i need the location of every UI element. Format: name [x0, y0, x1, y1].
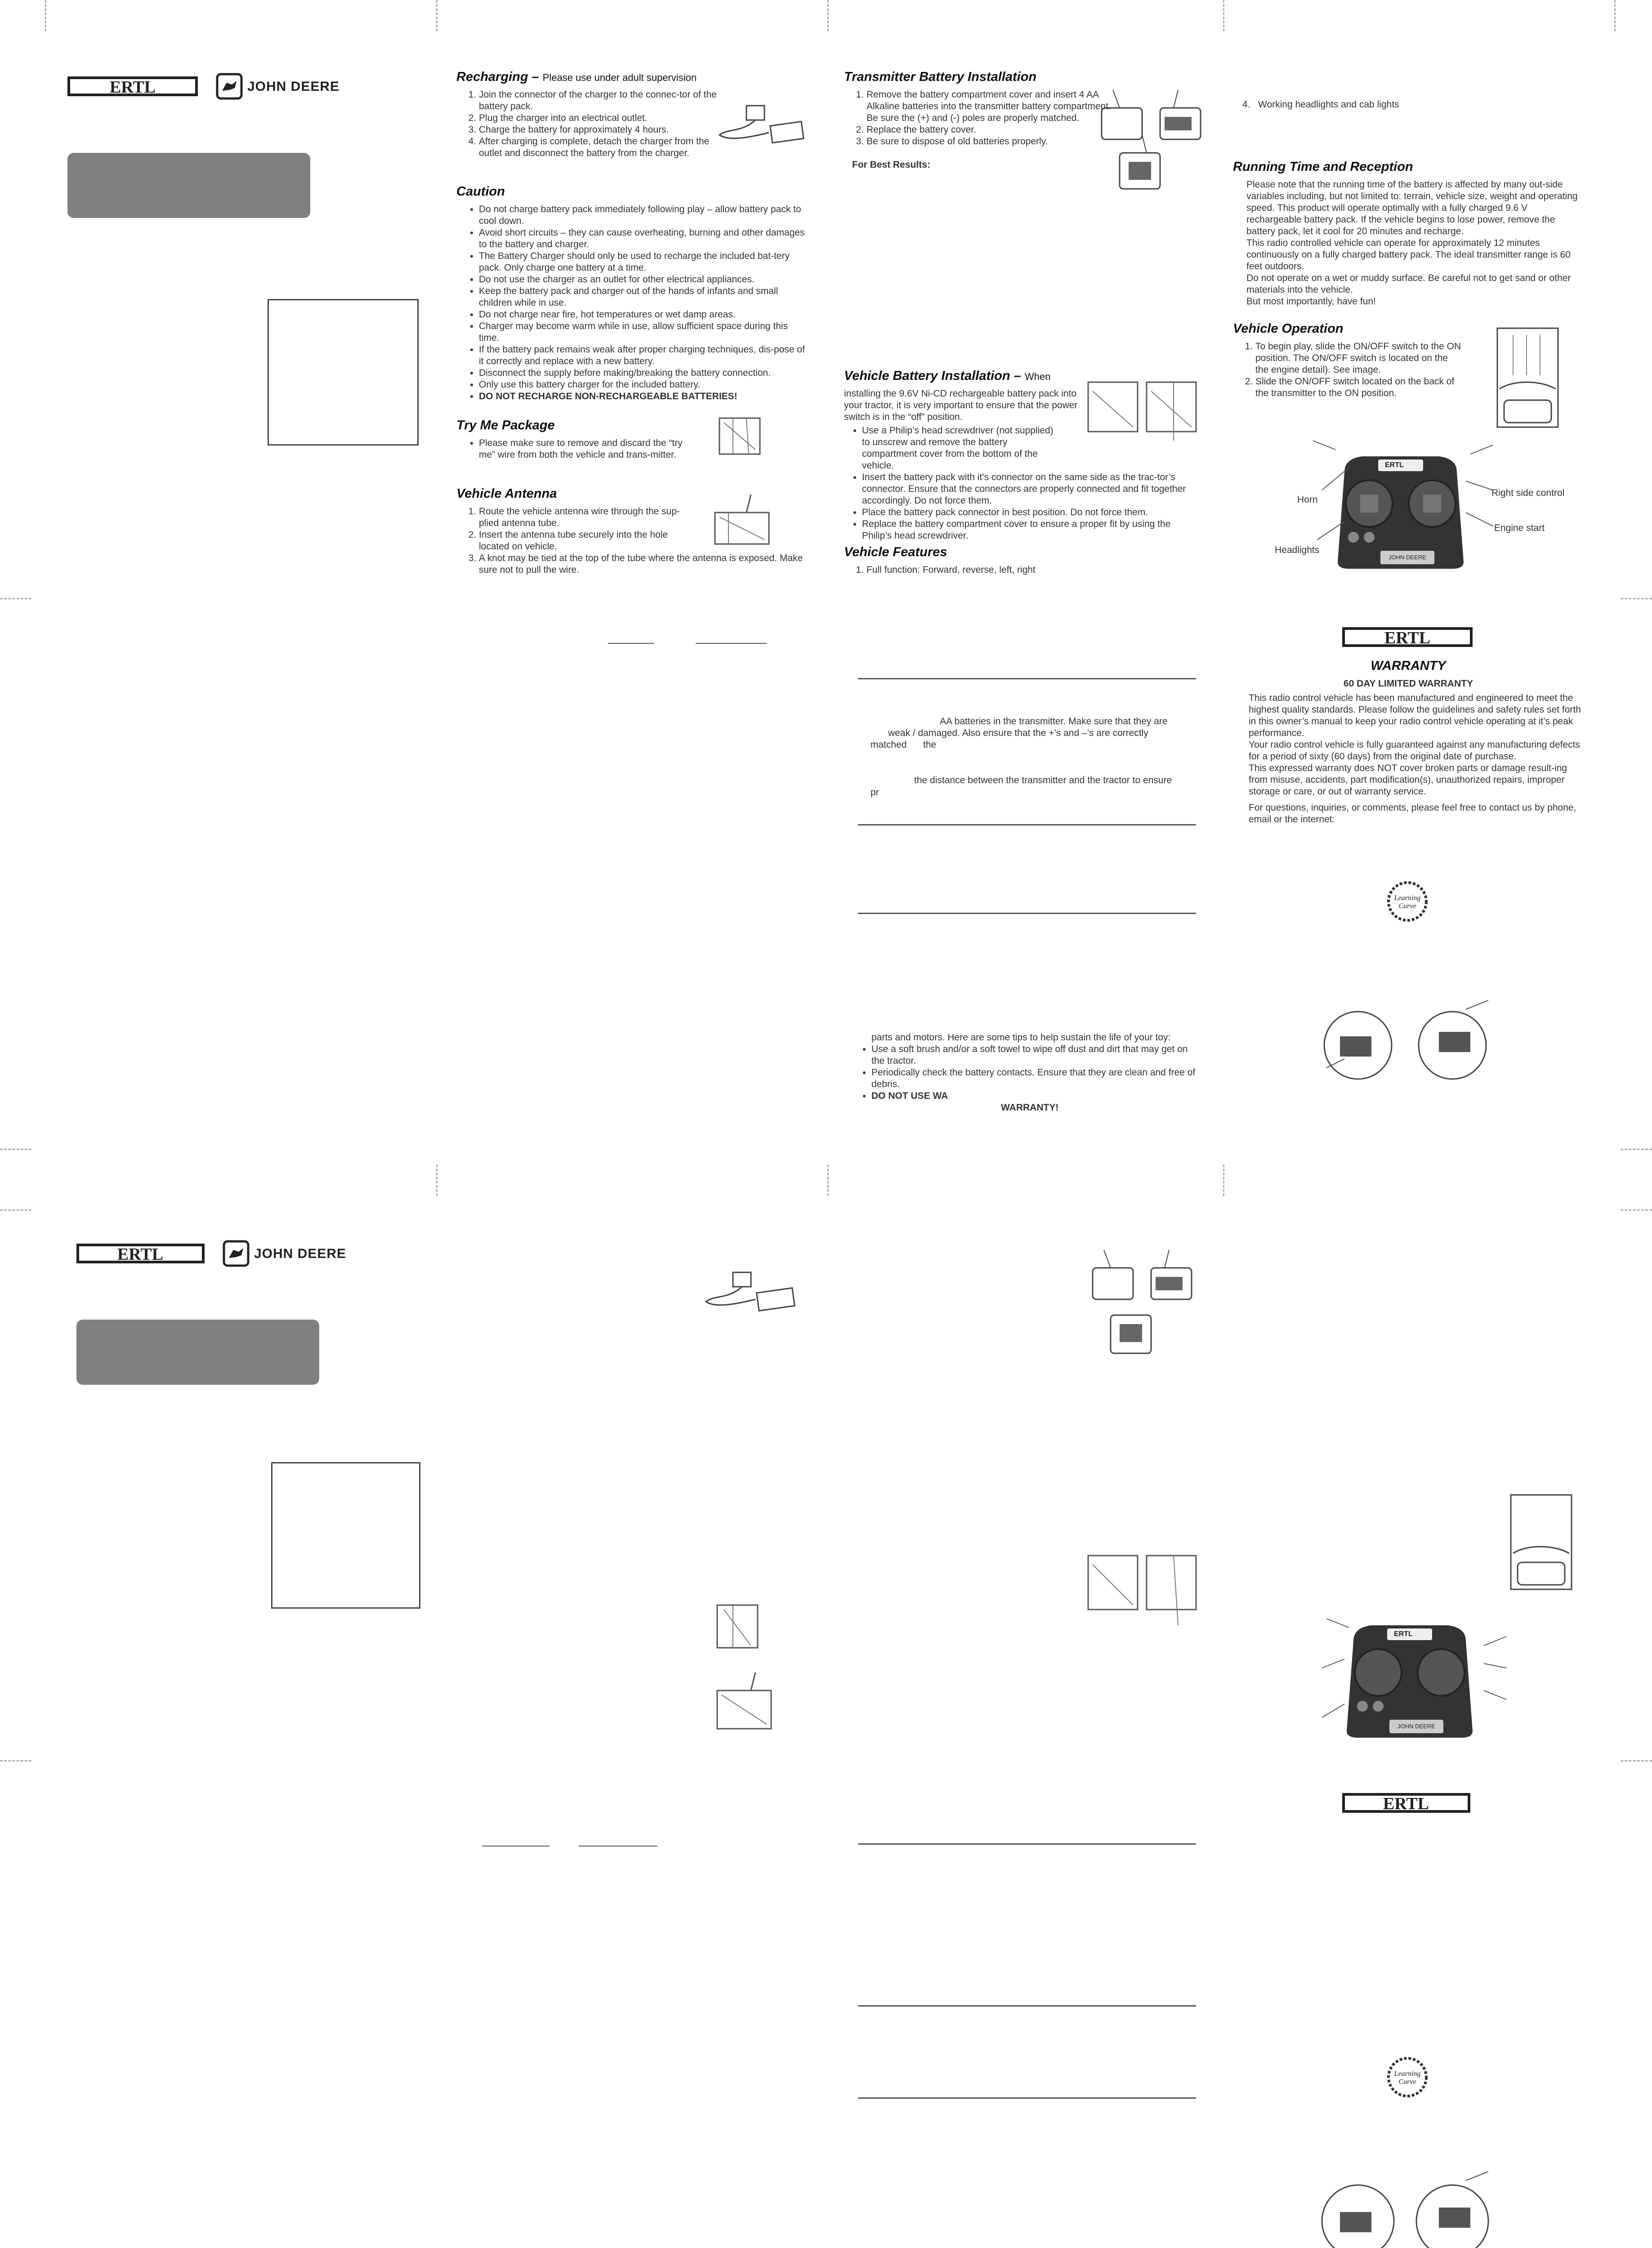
antenna-illustration	[706, 495, 782, 546]
vehicle-battery-intro: installing the 9.6V Ni-CD rechargeable battery pack into your tractor, it is very important to ensure that the power switch is in the “off” position.	[844, 388, 1078, 422]
crop-mark	[1621, 1209, 1652, 1211]
list-item: 1. Full function: Forward, reverse, left, right	[866, 564, 1195, 576]
divider	[482, 1846, 549, 1847]
fold-mark	[1223, 1164, 1224, 1196]
trouble-line: weak / damaged. Also ensure that the +’s and –’s are correctly	[888, 728, 1148, 738]
switch-illustration	[1509, 1493, 1576, 1594]
vehicle-battery-illustration	[1084, 1547, 1205, 1628]
recharging-title: Recharging – Please use under adult supervision	[456, 70, 697, 84]
operation-section	[1233, 321, 1467, 399]
divider	[858, 678, 1196, 679]
list-item: • Replace the battery compartment cover to ensure a proper fit by using the Philip’s head screwdriver.	[862, 518, 1195, 542]
trouble-line: pr	[871, 787, 879, 798]
list-item: • Place the battery pack connector in best position. Do not force them.	[862, 507, 1195, 518]
tractor-battery-illustration	[1317, 2172, 1506, 2248]
antenna-title: Vehicle Antenna	[456, 486, 557, 501]
divider	[608, 643, 654, 644]
cover-gray-block	[76, 1320, 319, 1385]
crop-mark	[1614, 0, 1616, 31]
list-item: • Do not use the charger as an outlet for other electrical appliances.	[479, 274, 807, 285]
care-section	[858, 1032, 1200, 1114]
feature-item-4: Working headlights and cab lights	[1258, 99, 1399, 110]
charger-illustration	[697, 1268, 805, 1317]
divider	[858, 824, 1196, 825]
antenna-illustration	[710, 1673, 782, 1731]
list-item: 3. A knot may be tied at the top of the tube where the antenna is exposed. Make sure not to pull the wire.	[479, 553, 807, 576]
list-item: 2. Insert the antenna tube securely into the hole located on vehicle.	[479, 529, 699, 553]
best-results-label: For Best Results:	[852, 160, 930, 170]
try-me-illustration	[706, 409, 773, 459]
cover-gray-block	[67, 153, 310, 218]
divider	[858, 2097, 1196, 2099]
remote-leader-lines	[1322, 1610, 1511, 1735]
running-section	[1233, 160, 1584, 308]
care-warranty: WARRANTY!	[1001, 1102, 1059, 1113]
fold-mark	[436, 0, 438, 31]
svg-text:Learning: Learning	[1394, 2070, 1421, 2078]
john-deere-logo: JOHN DEERE	[223, 1239, 357, 1268]
caution-title: Caution	[456, 184, 505, 199]
try-me-section	[456, 418, 690, 461]
divider	[696, 643, 767, 644]
divider	[858, 1843, 1196, 1845]
crop-mark	[0, 1209, 31, 1211]
fold-mark	[0, 598, 31, 599]
running-para: Please note that the running time of the battery is affected by many out-side variables including, but not limited to: terrain, vehicle size, weight and operating speed. This product will operate optimally with a fully charged 9.6 V rechargeable battery pack. If the vehicle begins to lose power, remove the battery pack, let it cool for 20 minutes and recharge.	[1246, 179, 1578, 236]
crop-mark	[45, 0, 46, 31]
trouble-line: AA batteries in the transmitter. Make sure that they are	[940, 716, 1168, 727]
charger-illustration	[715, 101, 809, 146]
list-item: 2. Replace the battery cover.	[866, 124, 1116, 136]
svg-text:Curve: Curve	[1398, 2078, 1416, 2086]
list-item: • Periodically check the battery contacts. Ensure that they are clean and free of debris.	[871, 1067, 1200, 1090]
crop-mark	[0, 1149, 31, 1150]
svg-text:ERTL: ERTL	[109, 78, 156, 97]
fold-mark	[0, 1760, 31, 1762]
try-me-title: Try Me Package	[456, 418, 555, 433]
svg-text:ERTL: ERTL	[117, 1245, 164, 1264]
cover-image-frame	[268, 299, 419, 446]
remote-leader-lines	[1277, 432, 1560, 566]
transmitter-title: Transmitter Battery Installation	[844, 70, 1037, 84]
crop-mark	[1621, 1149, 1652, 1150]
svg-text:Learning: Learning	[1394, 894, 1421, 902]
try-me-illustration	[706, 1596, 769, 1655]
warranty-para: This radio control vehicle has been manufactured and engineered to meet the highest quality standards. Please follow the guidelines and safety rules set forth in this owner’s manual to keep your radio control vehicle operating at it’s peak performance.	[1249, 693, 1581, 738]
trouble-line: the	[923, 740, 937, 750]
svg-text:ERTL: ERTL	[1383, 1794, 1429, 1813]
remote-control-image: ERTL JOHN DEERE	[1344, 1619, 1475, 1740]
warranty-para: Your radio control vehicle is fully guaranteed against any manufacturing defects for a period of sixty (60 days) from the original date of purchase.	[1249, 740, 1580, 762]
features-title: Vehicle Features	[844, 545, 947, 559]
list-item: 2. Plug the charger into an electrical outlet.	[479, 112, 724, 124]
learning-curve-logo	[1383, 877, 1432, 926]
running-para: But most importantly, have fun!	[1246, 296, 1376, 307]
trouble-line: the distance between the transmitter and the tractor to ensure	[914, 775, 1172, 785]
list-item: 1. Remove the battery compartment cover and insert 4 AA Alkaline batteries into the transmitter battery compartment. Be sure the (+) and (-) poles are properly matched.	[866, 89, 1116, 124]
vehicle-battery-items	[844, 425, 1195, 542]
list-item: • Insert the battery pack with it’s connector on the same side as the trac-tor’s connector. Ensure that the connectors are properly connected and fit together accordingly. Do not force them.	[862, 472, 1195, 507]
running-para: Do not operate on a wet or muddy surface. Be careful not to get sand or other materials into the vehicle.	[1246, 273, 1571, 295]
learning-curve-logo	[1383, 2052, 1432, 2102]
warranty-section	[1233, 659, 1584, 825]
ertl-logo	[1342, 1789, 1470, 1817]
list-item: 2. Slide the ON/OFF switch located on the back of the transmitter to the ON position.	[1255, 376, 1462, 399]
ertl-logo	[67, 72, 198, 101]
list-item: 3. Be sure to dispose of old batteries properly.	[866, 136, 1116, 147]
list-item: 1. Join the connector of the charger to the connec-tor of the battery pack.	[479, 89, 724, 112]
svg-text:Curve: Curve	[1398, 902, 1416, 910]
fold-mark	[1621, 1760, 1652, 1762]
warranty-para: This expressed warranty does NOT cover broken parts or damage result-ing from misuse, accidents, part modification(s), unauthorized repairs, improper storage or care, or out of warranty service.	[1249, 763, 1567, 797]
list-item: • Please make sure to remove and discard the “try me” wire from both the vehicle and trans-mitter.	[479, 437, 690, 461]
features-section	[844, 545, 1195, 576]
callout-headlights: Headlights	[1275, 545, 1320, 555]
fold-mark	[827, 0, 829, 31]
list-item: • Do not charge near fire, hot temperatures or wet damp areas.	[479, 309, 807, 321]
running-title: Running Time and Reception	[1233, 160, 1413, 174]
list-item: • Disconnect the supply before making/breaking the battery connection.	[479, 367, 807, 379]
list-item: • The Battery Charger should only be used to recharge the included bat-tery pack. Only charge one battery at a time.	[479, 250, 807, 274]
warranty-para: For questions, inquiries, or comments, please feel free to contact us by phone, email or the internet:	[1249, 803, 1576, 825]
cover-image-frame	[271, 1462, 420, 1609]
list-item: • Only use this battery charger for the included battery.	[479, 379, 807, 391]
svg-text:ERTL: ERTL	[1384, 629, 1431, 647]
switch-illustration	[1495, 326, 1563, 432]
remote-control-image: ERTL JOHN DEERE	[1335, 450, 1466, 571]
vehicle-battery-title: Vehicle Battery Installation – When	[844, 369, 1051, 383]
ertl-logo	[76, 1239, 205, 1268]
list-item: • Do not charge battery pack immediately following play – allow battery pack to cool down.	[479, 204, 807, 227]
list-item: • If the battery pack remains weak after proper charging techniques, dis-pose of it correctly and replace with a new battery.	[479, 344, 807, 367]
caution-section	[456, 184, 807, 402]
ertl-logo	[1342, 623, 1473, 651]
vehicle-battery-illustration	[1084, 373, 1205, 441]
running-para: This radio controlled vehicle can operate for approximately 12 minutes continuously on a fully charged battery pack. The ideal transmitter range is 60 feet outdoors.	[1246, 238, 1571, 272]
operation-title: Vehicle Operation	[1233, 321, 1344, 336]
list-item: • Avoid short circuits – they can cause overheating, burning and other damages to the battery and charger.	[479, 227, 807, 250]
list-item: • DO NOT USE WA	[871, 1090, 1200, 1102]
trouble-line: matched	[871, 740, 907, 750]
list-item: 1. Route the vehicle antenna wire through the sup-plied antenna tube.	[479, 506, 699, 529]
callout-right-control: Right side control	[1491, 488, 1565, 498]
tractor-battery-illustration	[1317, 1000, 1506, 1090]
list-item: 1. To begin play, slide the ON/OFF switch to the ON position. The ON/OFF switch is located on the the engine detail). See image.	[1255, 341, 1462, 376]
list-item: • Use a soft brush and/or a soft towel to wipe off dust and dirt that may get on the tractor.	[871, 1044, 1200, 1067]
transmitter-battery-illustration	[1084, 1250, 1205, 1362]
vehicle-battery-section	[844, 369, 1096, 423]
fold-mark	[1223, 0, 1224, 31]
list-item: 3. Charge the battery for approximately 4 hours.	[479, 124, 724, 136]
list-item: • DO NOT RECHARGE NON-RECHARGEABLE BATTERIES!	[479, 391, 807, 402]
warranty-subtitle: 60 DAY LIMITED WARRANTY	[1343, 678, 1473, 689]
transmitter-battery-illustration	[1093, 90, 1214, 198]
callout-engine-start: Engine start	[1494, 523, 1545, 533]
list-item: • Charger may become warm while in use, allow sufficient space during this time.	[479, 321, 807, 344]
callout-horn: Horn	[1297, 495, 1318, 505]
divider	[579, 1846, 657, 1847]
list-item: 4. After charging is complete, detach the charger from the outlet and disconnect the battery from the charger.	[479, 136, 724, 159]
features-continued: 4. Working headlights and cab lights	[1242, 99, 1399, 110]
care-intro: parts and motors. Here are some tips to help sustain the life of your toy:	[871, 1032, 1171, 1043]
fold-mark	[1621, 598, 1652, 599]
list-item: • Keep the battery pack and charger out of the hands of infants and small children while in use.	[479, 285, 807, 309]
fold-mark	[436, 1164, 438, 1196]
divider	[858, 2005, 1196, 2007]
fold-mark	[827, 1164, 829, 1196]
warranty-title: WARRANTY	[1371, 659, 1446, 673]
list-item: • Use a Philip’s head screwdriver (not supplied) to unscrew and remove the battery compartment cover from the bottom of the vehicle.	[862, 425, 1060, 472]
divider	[858, 913, 1196, 914]
john-deere-logo: JOHN DEERE	[216, 72, 351, 101]
